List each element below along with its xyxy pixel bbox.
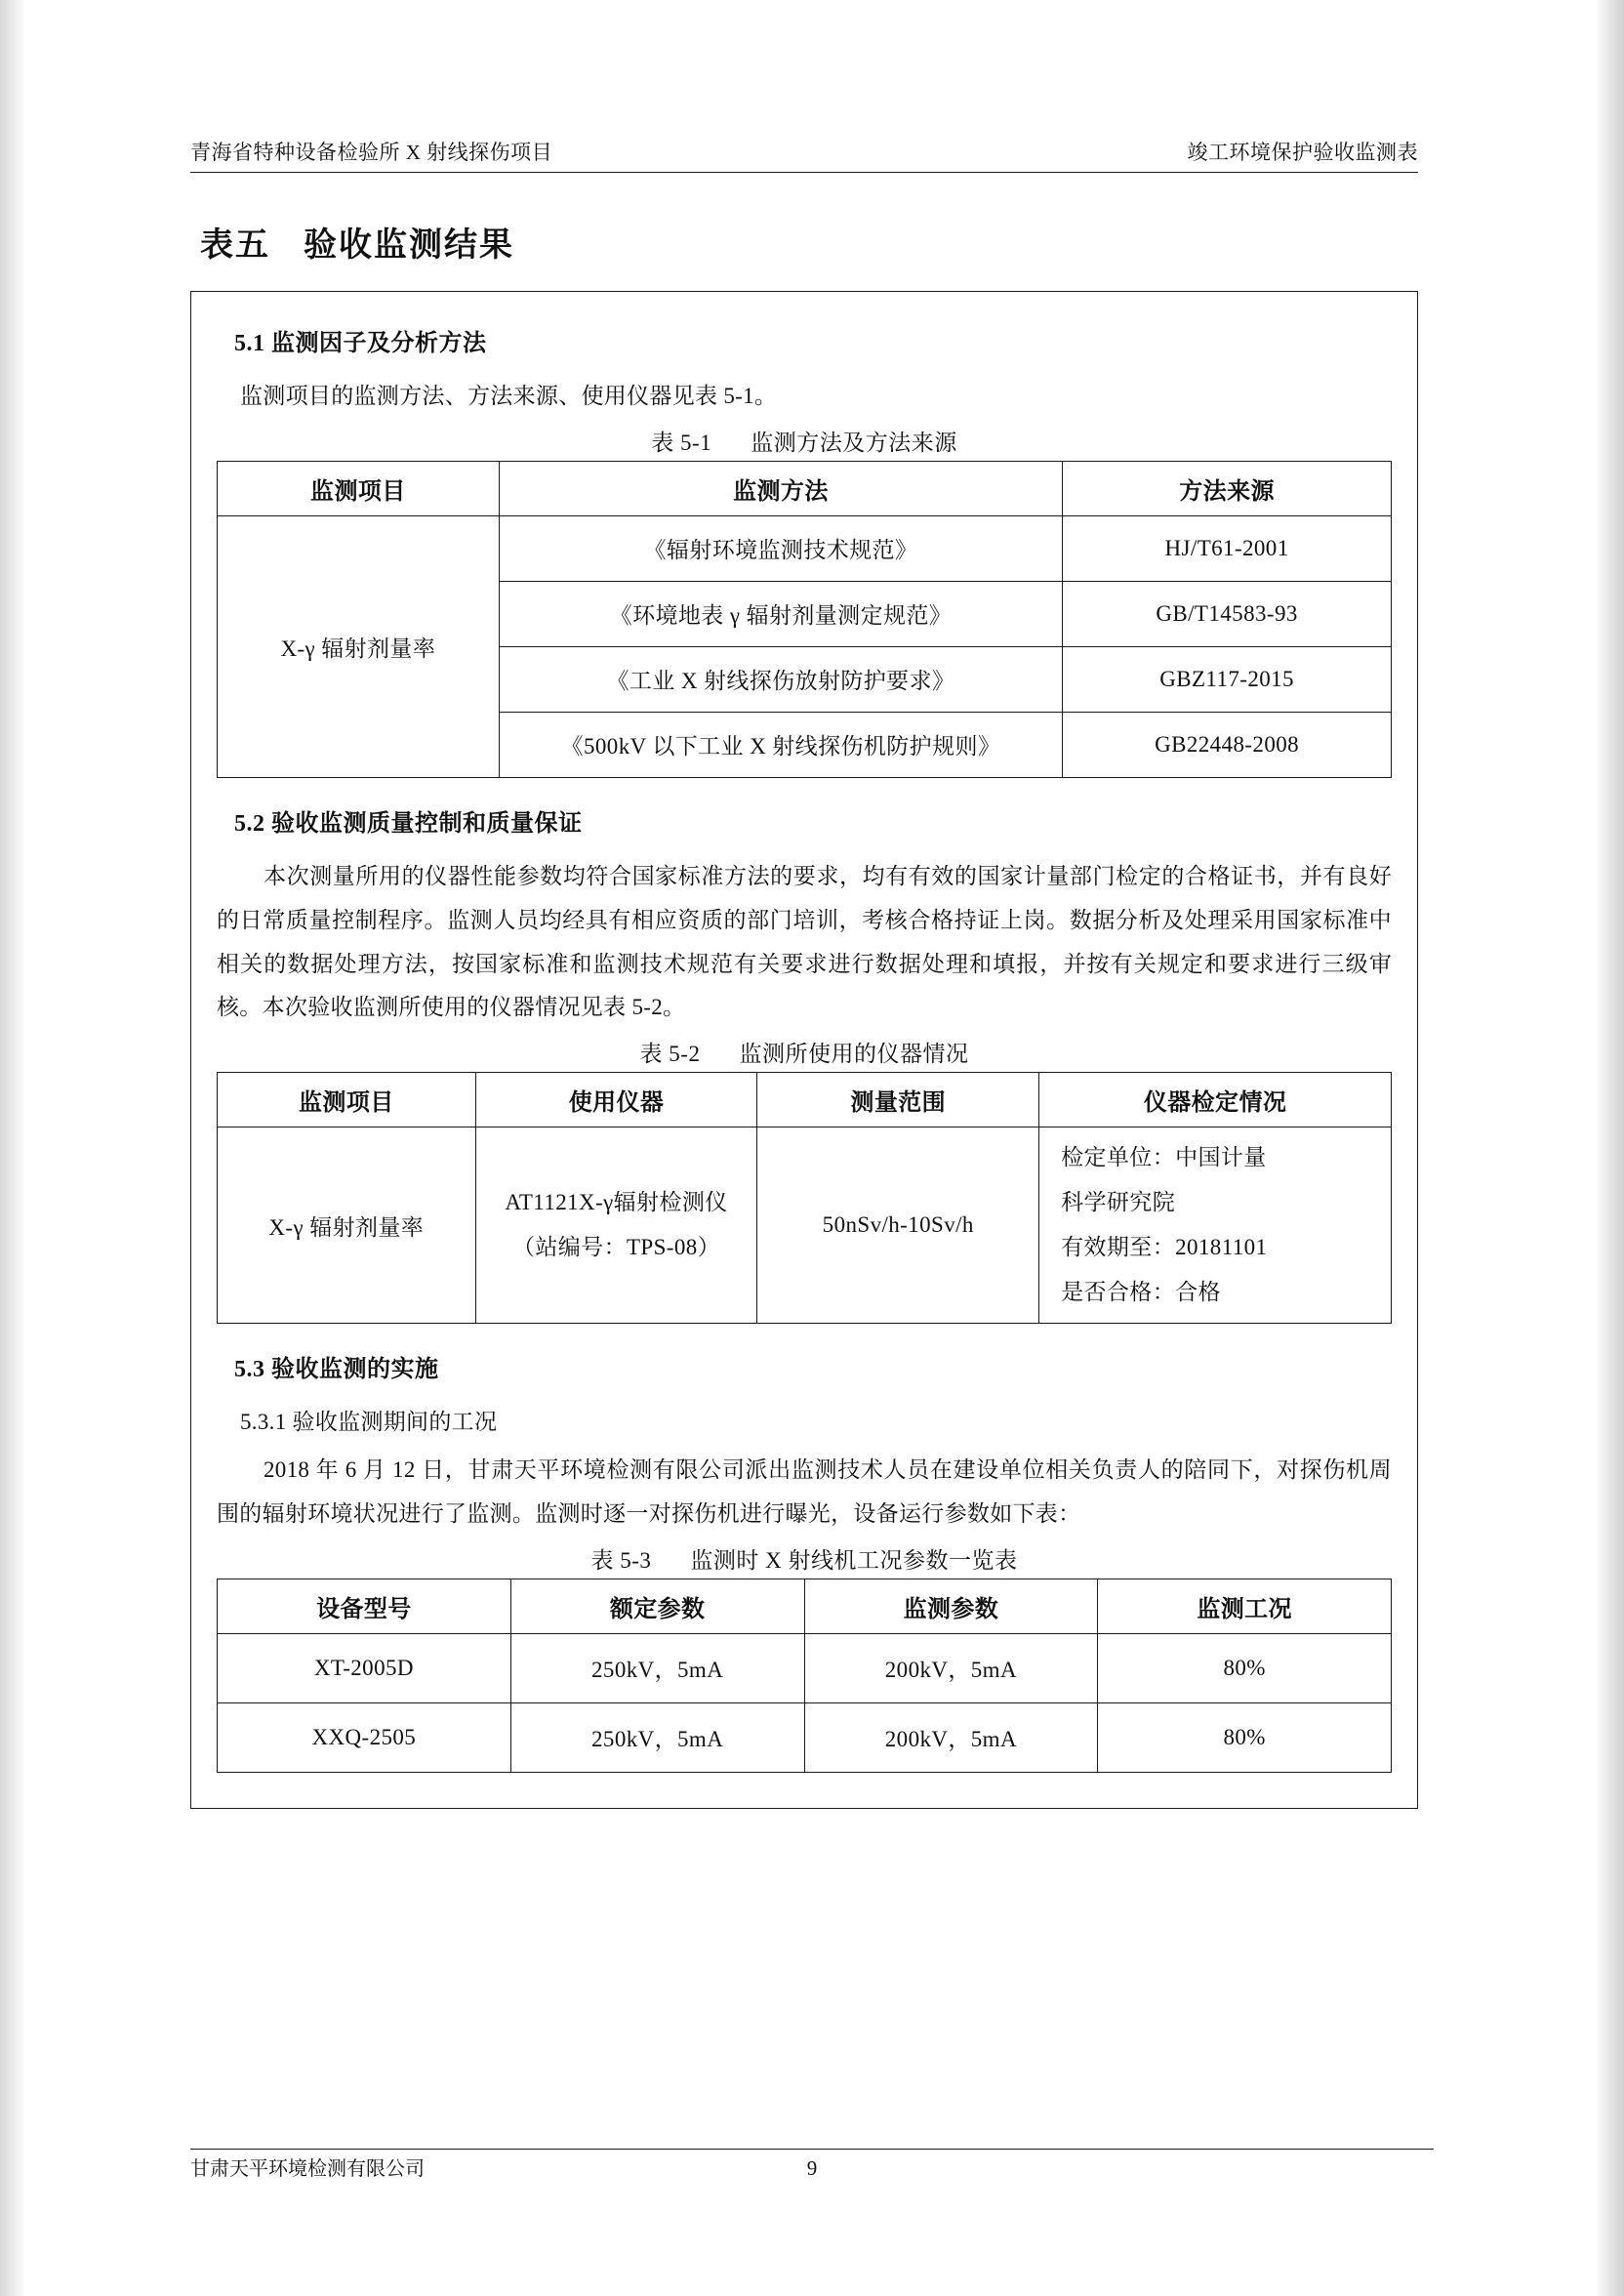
section-5-1-paragraph: 监测项目的监测方法、方法来源、使用仪器见表 5-1。 — [240, 384, 778, 408]
running-header-right: 竣工环境保护验收监测表 — [1187, 141, 1418, 164]
table-instruments — [217, 1072, 1392, 1324]
table-5-3-caption-number: 表 5-3 — [590, 1547, 652, 1573]
col-header-monitored: 监测参数 — [804, 1578, 1098, 1633]
table-5-3-caption-text: 监测时 X 射线机工况参数一览表 — [690, 1547, 1018, 1573]
col-header-item: 监测项目 — [218, 461, 500, 515]
table-5-2-caption-text: 监测所使用的仪器情况 — [739, 1042, 969, 1067]
table-5-1-caption-number: 表 5-1 — [651, 430, 712, 455]
page-title-text: 验收监测结果 — [304, 227, 514, 264]
col-header-model: 设备型号 — [218, 1578, 511, 1633]
footer-divider — [190, 2149, 1434, 2150]
table-working-conditions — [217, 1578, 1392, 1773]
col-header-rated: 额定参数 — [510, 1578, 804, 1633]
table-header-row — [218, 1578, 1392, 1633]
page-title — [200, 218, 1418, 266]
section-heading-5-1: 5.1 监测因子及分析方法 — [234, 331, 487, 356]
table-5-1-caption-text: 监测方法及方法来源 — [751, 430, 957, 455]
footer-page-number: 9 — [806, 2156, 818, 2180]
cell-source: HJ/T61-2001 — [1063, 515, 1392, 581]
cell-certification — [1039, 1128, 1392, 1324]
table-row — [218, 1128, 1392, 1324]
section-heading-5-2: 5.2 验收监测质量控制和质量保证 — [234, 810, 583, 837]
cell-monitored: 200kV，5mA — [804, 1633, 1098, 1702]
cell-model: XT-2005D — [218, 1633, 511, 1702]
page-content — [190, 137, 1418, 1809]
cell-source: GB22448-2008 — [1063, 712, 1392, 777]
col-header-condition: 监测工况 — [1098, 1578, 1392, 1633]
col-header-certification: 仪器检定情况 — [1039, 1073, 1392, 1128]
col-header-range: 测量范围 — [757, 1073, 1039, 1128]
col-header-instrument: 使用仪器 — [475, 1073, 757, 1128]
cell-model: XXQ-2505 — [218, 1702, 511, 1772]
table-5-2-caption — [217, 1036, 1392, 1068]
table-row — [218, 1633, 1392, 1702]
cell-item-x-gamma: X-γ 辐射剂量率 — [218, 515, 500, 777]
table-row — [218, 1702, 1392, 1772]
section-heading-5-3-1: 5.3.1 验收监测期间的工况 — [240, 1410, 498, 1435]
cell-measure-range: 50nSv/h-10Sv/h — [757, 1128, 1039, 1324]
cell-condition: 80% — [1098, 1633, 1392, 1702]
table-header-row — [218, 461, 1392, 515]
table-5-2-caption-number: 表 5-2 — [639, 1042, 701, 1067]
cell-monitored: 200kV，5mA — [804, 1702, 1098, 1772]
cell-rated: 250kV，5mA — [510, 1702, 804, 1772]
cell-condition: 80% — [1098, 1702, 1392, 1772]
cell-rated: 250kV，5mA — [510, 1633, 804, 1702]
cell-source: GB/T14583-93 — [1063, 581, 1392, 646]
section-heading-5-3: 5.3 验收监测的实施 — [234, 1357, 439, 1383]
cell-item-x-gamma: X-γ 辐射剂量率 — [218, 1128, 476, 1324]
page-title-prefix: 表五 — [200, 227, 270, 264]
cert-qualified: 是否合格：合格 — [1061, 1280, 1221, 1305]
cell-method: 《500kV 以下工业 X 射线探伤机防护规则》 — [499, 712, 1062, 777]
cell-method: 《辐射环境监测技术规范》 — [499, 515, 1062, 581]
col-header-method: 监测方法 — [499, 461, 1062, 515]
table-5-3-caption — [217, 1542, 1392, 1575]
section-5-2-paragraph: 本次测量所用的仪器性能参数均符合国家标准方法的要求，均有有效的国家计量部门检定的合格证书，并有良好的日常质量控制程序。监测人员均经具有相应资质的部门培训，考核合格持证上岗。数据分析及处理采用国家标准中相关的数据处理方法，按国家标准和监测技术规范有关要求进行数据处理和填报，并按有关规定和要求进行三级审核。本次验收监测所使用的仪器情况见表 5-2。 — [217, 863, 1392, 1020]
running-header-left: 青海省特种设备检验所 X 射线探伤项目 — [190, 141, 553, 164]
col-header-item: 监测项目 — [218, 1073, 476, 1128]
cert-unit-cont: 科学研究院 — [1061, 1190, 1176, 1215]
cell-instrument: AT1121X-γ辐射检测仪（站编号：TPS-08） — [475, 1128, 757, 1324]
col-header-source: 方法来源 — [1063, 461, 1392, 515]
content-frame — [190, 291, 1418, 1809]
cell-method: 《环境地表 γ 辐射剂量测定规范》 — [499, 581, 1062, 646]
table-header-row — [218, 1073, 1392, 1128]
cert-unit: 检定单位：中国计量 — [1061, 1145, 1267, 1170]
running-footer — [190, 2152, 1434, 2181]
cell-method: 《工业 X 射线探伤放射防护要求》 — [499, 646, 1062, 712]
cert-valid-until: 有效期至：20181101 — [1061, 1235, 1268, 1260]
running-header — [190, 137, 1418, 173]
cell-source: GBZ117-2015 — [1063, 646, 1392, 712]
table-row — [218, 515, 1392, 581]
section-5-3-1-paragraph: 2018 年 6 月 12 日，甘肃天平环境检测有限公司派出监测技术人员在建设单位相关负责人的陪同下，对探伤机周围的辐射环境状况进行了监测。监测时逐一对探伤机进行曝光，设备运行参数如下表： — [217, 1457, 1392, 1526]
footer-company: 甘肃天平环境检测有限公司 — [190, 2158, 425, 2180]
table-monitoring-methods — [217, 461, 1392, 778]
table-5-1-caption — [217, 425, 1392, 457]
